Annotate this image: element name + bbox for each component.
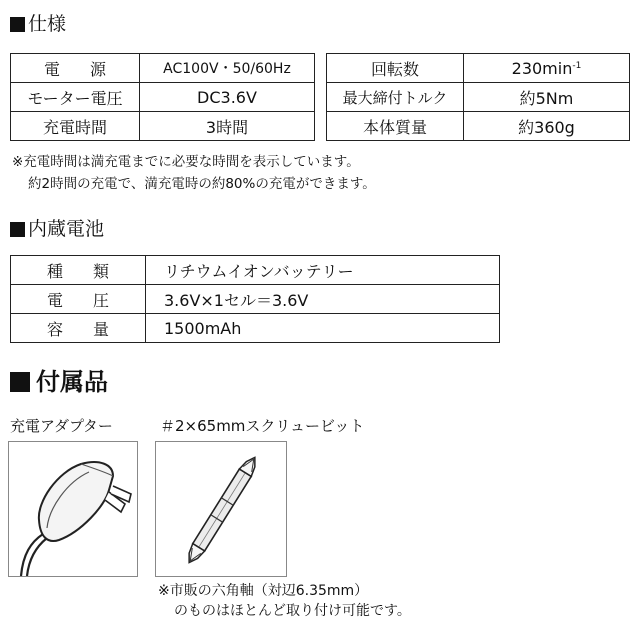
spec-right-table (326, 53, 630, 141)
adapter-icon (9, 442, 137, 576)
spec-label-charge-time: 充電時間 (11, 112, 140, 141)
battery-label-voltage: 電 圧 (11, 285, 146, 314)
table-row (11, 314, 500, 343)
spec-value-motor-voltage: DC3.6V (140, 83, 315, 112)
screw-bit-icon (156, 442, 286, 576)
adapter-caption: 充電アダプター (10, 417, 113, 435)
battery-value-voltage: 3.6V×1セル＝3.6V (146, 285, 500, 314)
bit-image-box (155, 441, 287, 577)
battery-value-type: リチウムイオンバッテリー (146, 256, 500, 285)
table-row (11, 83, 315, 112)
spec-label-weight: 本体質量 (327, 112, 464, 141)
battery-label-type: 種 類 (11, 256, 146, 285)
spec-value-power: AC100V・50/60Hz (140, 54, 315, 83)
spec-value-torque: 約5Nm (464, 83, 630, 112)
adapter-image-box (8, 441, 138, 577)
table-row (327, 112, 630, 141)
table-row (11, 54, 315, 83)
accessories-heading: 付属品 (10, 367, 108, 397)
bit-note-line1: ※市販の六角軸（対辺6.35mm） (158, 583, 369, 599)
table-row (11, 112, 315, 141)
spec-value-rpm: $230\min^{-1}$ (464, 54, 630, 83)
bit-caption: ＃2×65mmスクリュービット (160, 417, 365, 435)
spec-left-table (10, 53, 315, 141)
table-row (11, 285, 500, 314)
table-row (327, 83, 630, 112)
square-bullet-icon (10, 222, 25, 237)
square-bullet-icon (10, 17, 25, 32)
battery-value-capacity: 1500mAh (146, 314, 500, 343)
table-row (327, 54, 630, 83)
spec-label-rpm: 回転数 (327, 54, 464, 83)
spec-label-torque: 最大締付トルク (327, 83, 464, 112)
battery-label-capacity: 容 量 (11, 314, 146, 343)
bit-note-line2: のものはほとんど取り付け可能です。 (174, 603, 411, 619)
battery-heading: 内蔵電池 (10, 217, 104, 241)
spec-note-line1: ※充電時間は満充電までに必要な時間を表示しています。 (12, 154, 360, 170)
spec-value-charge-time: 3時間 (140, 112, 315, 141)
table-row (11, 256, 500, 285)
square-bullet-icon (10, 372, 30, 392)
spec-note-line2: 約2時間の充電で、満充電時の約80%の充電ができます。 (28, 176, 376, 192)
spec-label-motor-voltage: モーター電圧 (11, 83, 140, 112)
battery-table (10, 255, 500, 343)
spec-value-weight: 約360g (464, 112, 630, 141)
spec-heading: 仕様 (10, 12, 66, 36)
spec-label-power: 電 源 (11, 54, 140, 83)
